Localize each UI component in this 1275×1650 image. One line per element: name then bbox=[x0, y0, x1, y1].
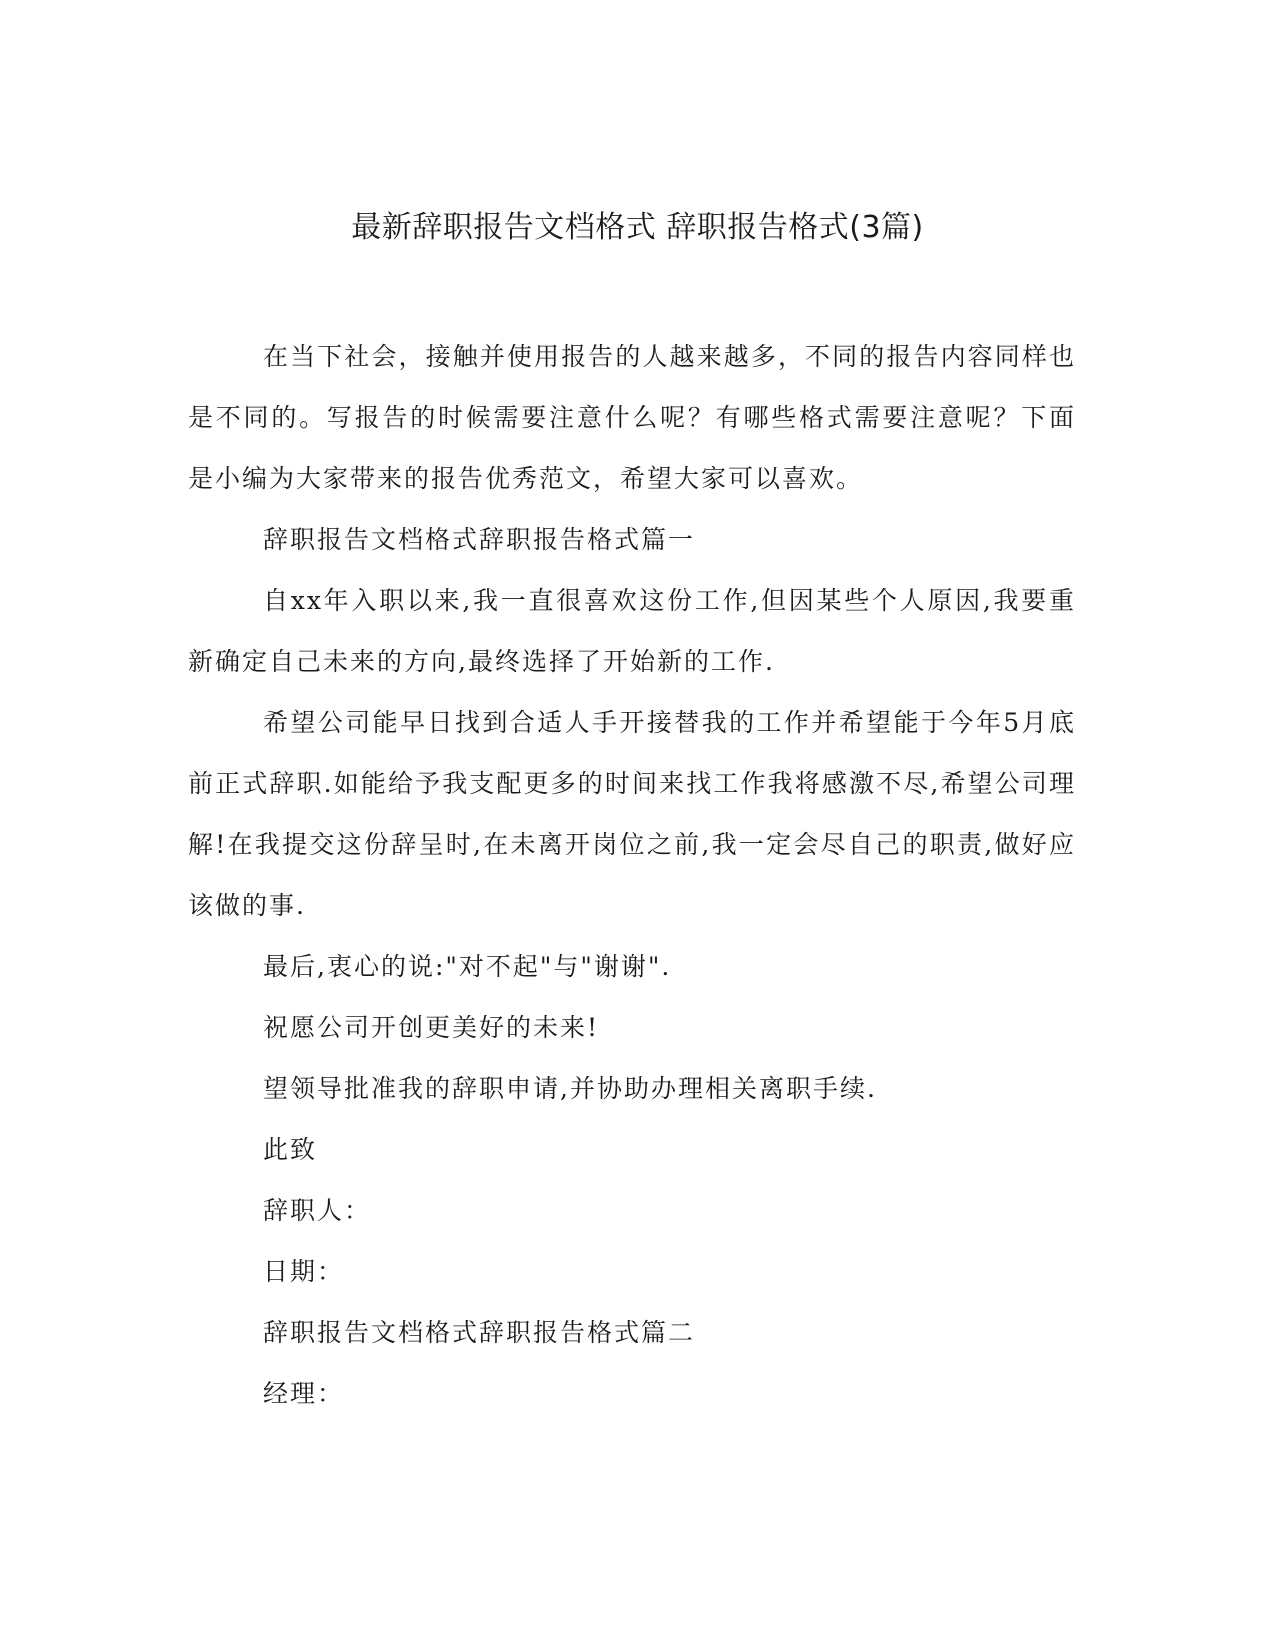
body-paragraph: 希望公司能早日找到合适人手开接替我的工作并希望能于今年5月底前正式辞职.如能给予我支配更多的时间来找工作我将感激不尽,希望公司理解!在我提交这份辞呈时,在未离开岗位之前,我一定会尽自己的职责,做好应该做的事. bbox=[188, 708, 1076, 920]
section-heading-two: 辞职报告文档格式辞职报告格式篇二 bbox=[263, 1318, 696, 1347]
document-title: 最新辞职报告文档格式 辞职报告格式(3篇) bbox=[351, 210, 924, 245]
intro-paragraph: 在当下社会，接触并使用报告的人越来越多，不同的报告内容同样也是不同的。写报告的时候需要注意什么呢？有哪些格式需要注意呢？下面是小编为大家带来的报告优秀范文，希望大家可以喜欢。 bbox=[188, 342, 1076, 493]
body-paragraph: 望领导批准我的辞职申请,并协助办理相关离职手续. bbox=[263, 1074, 877, 1103]
section-heading-one: 辞职报告文档格式辞职报告格式篇一 bbox=[263, 525, 696, 554]
document-body bbox=[188, 326, 1076, 1424]
body-paragraph: 最后,衷心的说:"对不起"与"谢谢". bbox=[263, 952, 672, 981]
recipient-line: 经理： bbox=[263, 1379, 345, 1408]
closing-salutation: 此致 bbox=[263, 1135, 318, 1164]
body-paragraph: 自xx年入职以来,我一直很喜欢这份工作,但因某些个人原因,我要重新确定自己未来的方向,最终选择了开始新的工作. bbox=[188, 586, 1076, 676]
date-line: 日期： bbox=[263, 1257, 345, 1286]
signature-line: 辞职人： bbox=[263, 1196, 372, 1225]
body-paragraph: 祝愿公司开创更美好的未来! bbox=[263, 1013, 600, 1042]
